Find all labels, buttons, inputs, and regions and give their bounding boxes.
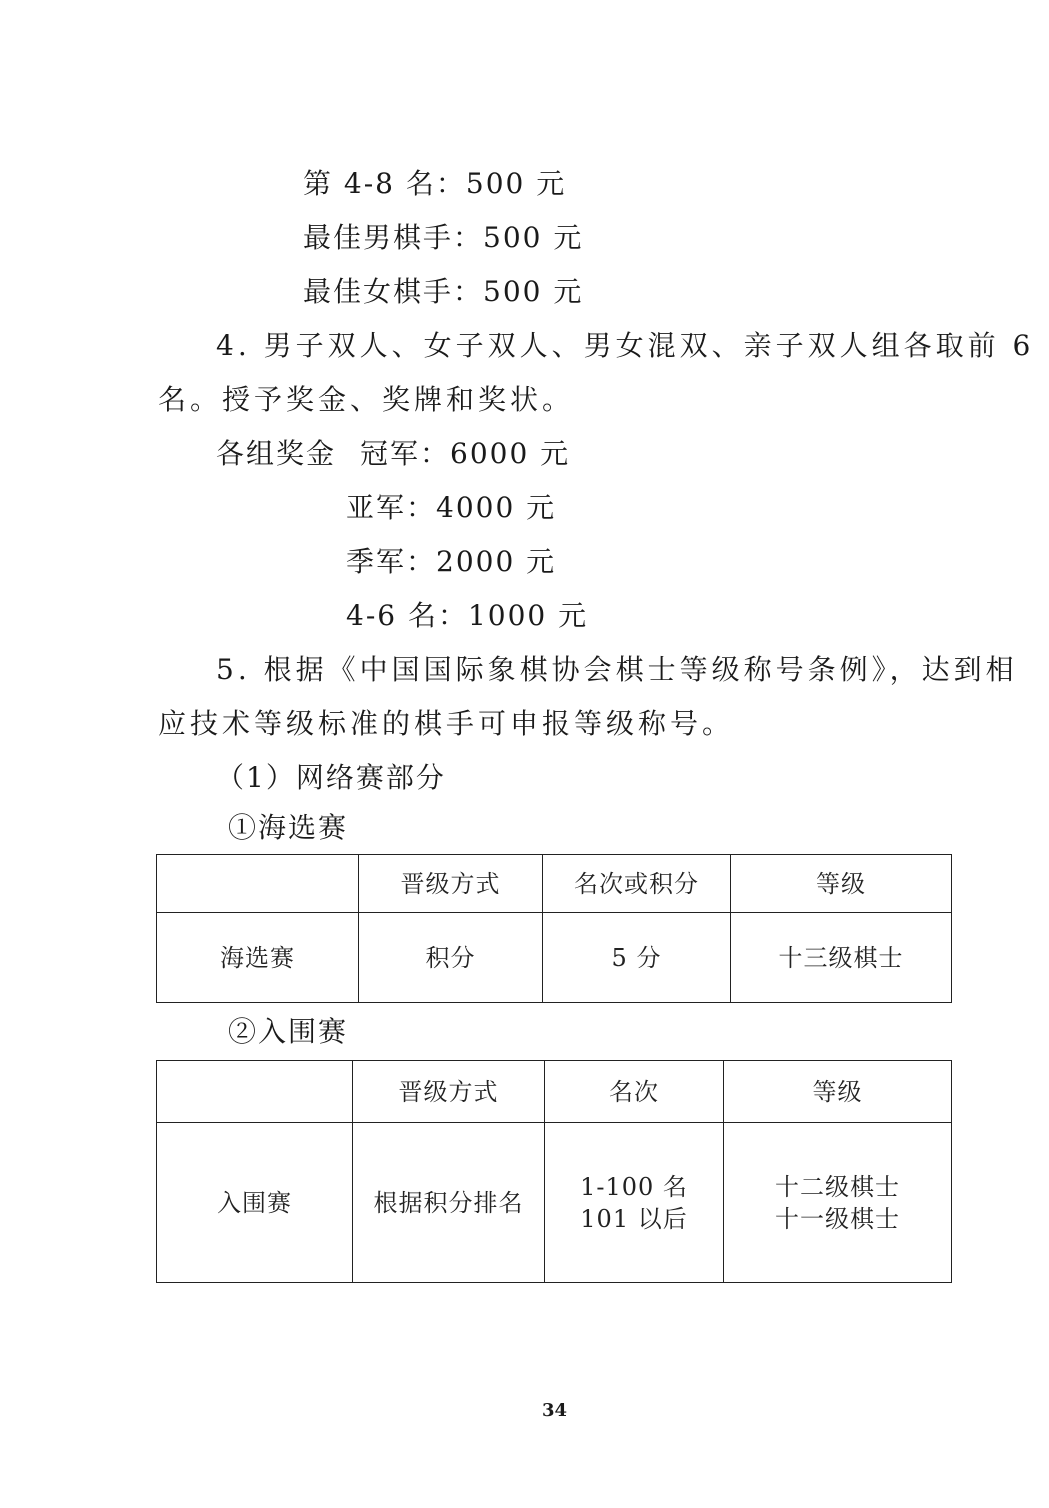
page-number: 34 [541,1400,568,1421]
table2-cell-method: 根据积分排名 [353,1123,545,1283]
prize-line-best-male: 最佳男棋手：500 元 [303,221,584,254]
table1-cell-level: 十三级棋士 [731,913,952,1003]
table2-rank-1: 1-100 名 [580,1172,688,1201]
section5-line2: 应技术等级标准的棋手可申报等级称号。 [158,707,735,740]
table1-header-rank-score: 名次或积分 [543,855,731,913]
table2-header-blank [157,1061,353,1123]
table2-level-2: 十一级棋士 [775,1204,900,1233]
table2-cell-stage: 入围赛 [157,1123,353,1283]
table1-header-level: 等级 [731,855,952,913]
table2-header-method: 晋级方式 [353,1061,545,1123]
table2-heading: ②入围赛 [228,1015,349,1048]
prize-line-best-female: 最佳女棋手：500 元 [303,275,584,308]
table1-header-method: 晋级方式 [359,855,543,913]
section5-line1: 5. 根据《中国国际象棋协会棋士等级称号条例》，达到相 [216,653,1018,686]
table1-cell-stage: 海选赛 [157,913,359,1003]
table1-header-blank [157,855,359,913]
table1-heading: ①海选赛 [228,811,349,844]
table1-row [157,913,952,1003]
table-preliminary [156,854,952,1003]
group-prize-champion: 冠军：6000 元 [360,437,571,470]
section4-line2: 名。授予奖金、奖牌和奖状。 [158,383,575,416]
group-prize-third: 季军：2000 元 [346,545,557,578]
subsection-online: （1）网络赛部分 [216,761,446,794]
prize-line-4-8: 第 4-8 名：500 元 [303,167,567,200]
table2-row [157,1123,952,1283]
section4-line1: 4. 男子双人、女子双人、男女混双、亲子双人组各取前 6 [216,329,1035,362]
group-prize-4-6: 4-6 名：1000 元 [346,599,589,632]
table1-cell-score: 5 分 [543,913,731,1003]
table2-header-row [157,1061,952,1123]
table-qualifier [156,1060,952,1283]
table1-cell-method: 积分 [359,913,543,1003]
table2-cell-rank [545,1123,724,1283]
table2-rank-2: 101 以后 [580,1204,688,1233]
table2-level-1: 十二级棋士 [775,1172,900,1201]
table2-header-level: 等级 [724,1061,952,1123]
group-prize-label: 各组奖金 [216,437,337,470]
table1-header-row [157,855,952,913]
table2-cell-level [724,1123,952,1283]
group-prize-runner-up: 亚军：4000 元 [346,491,557,524]
table2-header-rank: 名次 [545,1061,724,1123]
